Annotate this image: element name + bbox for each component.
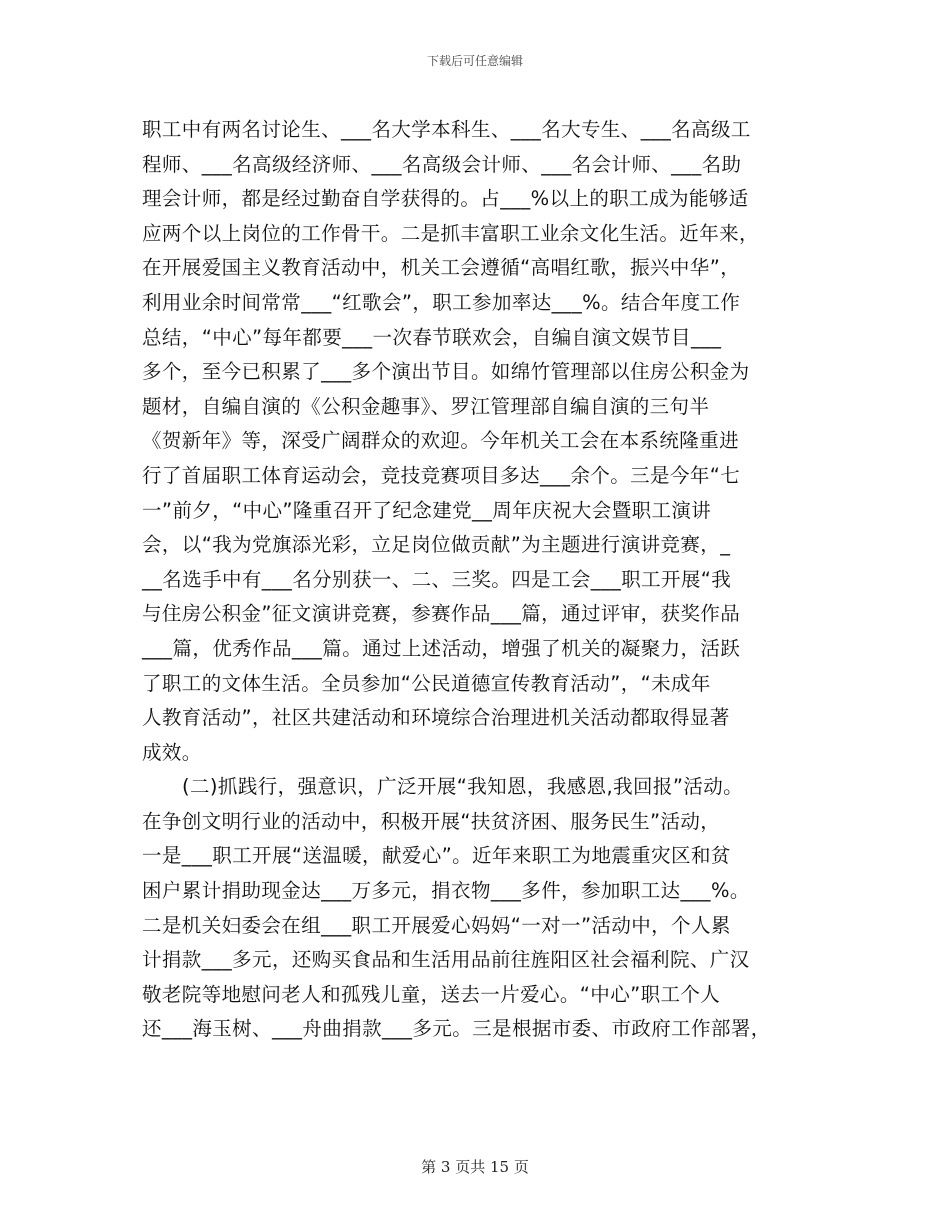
text-line: 困户累计捐助现金达___万多元，捐衣物___多件，参加职工达___%。 [142, 879, 750, 903]
paragraph-1 [142, 113, 817, 770]
text-line: 敬老院等地慰问老人和孤残儿童，送去一片爱心。“中心”职工个人 [142, 982, 721, 1006]
text-line: 与住房公积金”征文演讲竞赛，参赛作品___篇，通过评审，获奖作品 [142, 602, 741, 626]
page-header: 下载后可任意编辑 [426, 54, 523, 68]
paragraph-2 [142, 770, 817, 1047]
text-line: 利用业余时间常常___“红歌会”，职工参加率达___%。结合年度工作 [142, 290, 741, 314]
text-line: __名选手中有___名分别获一、二、三奖。四是工会___职工开展“我 [142, 567, 732, 591]
text-line: 多个，至今已积累了___多个演出节目。如绵竹管理部以住房公积金为 [142, 360, 750, 384]
text-line: (二)抓践行，强意识，广泛开展“我知恩，我感恩,我回报”活动。 [182, 775, 744, 799]
text-line: 职工中有两名讨论生、___名大学本科生、___名大专生、___名高级工 [142, 118, 751, 141]
text-line: ___篇，优秀作品___篇。通过上述活动，增强了机关的凝聚力，活跃 [142, 636, 741, 660]
text-line: 了职工的文体生活。全员参加“公民道德宣传教育活动”，“未成年 [142, 671, 711, 695]
text-line: 还___海玉树、___舟曲捐款___多元。三是根据市委、市政府工作部署， [142, 1017, 771, 1041]
text-line: 《贺新年》等，深受广阔群众的欢迎。今年机关工会在本系统隆重进 [142, 429, 740, 453]
text-line: 题材，自编自演的《公积金趣事》、罗江管理部自编自演的三句半 [142, 394, 710, 418]
text-line: 程师、___名高级经济师、___名高级会计师、___名会计师、___名助 [142, 152, 742, 176]
text-line: 成效。 [142, 740, 202, 764]
text-line: 在争创文明行业的活动中，积极开展“扶贫济困、服务民生”活动， [142, 809, 721, 833]
text-line: 二是机关妇委会在组___职工开展爱心妈妈“一对一”活动中，个人累 [142, 913, 731, 937]
text-line: 在开展爱国主义教育活动中，机关工会遵循“高唱红歌，振兴中华”， [142, 256, 741, 280]
text-line: 总结，“中心”每年都要___一次春节联欢会，自编自演文娱节目___ [142, 325, 722, 349]
text-line: 应两个以上岗位的工作骨干。二是抓丰富职工业余文化生活。近年来， [142, 221, 759, 245]
text-line: 会，以“我为党旗添光彩，立足岗位做贡献”为主题进行演讲竞赛，_ [142, 533, 731, 557]
text-line: 一是___职工开展“送温暖，献爱心”。近年来职工为地震重灾区和贫 [142, 844, 731, 868]
text-line: 计捐款___多元，还购买食品和生活用品前往旌阳区社会福利院、广汉 [142, 948, 750, 972]
text-line: 行了首届职工体育运动会，竞技竞赛项目多达___余个。三是今年“七 [142, 463, 741, 487]
page-footer: 第 3 页共 15 页 [421, 1158, 529, 1176]
text-line: 一”前夕，“中心”隆重召开了纪念建党__周年庆祝大会暨职工演讲 [142, 498, 712, 522]
document-body [142, 113, 817, 1047]
text-line: 人教育活动”，社区共建活动和环境综合治理进机关活动都取得显著 [142, 706, 730, 730]
text-line: 理会计师，都是经过勤奋自学获得的。占___%以上的职工成为能够适 [142, 187, 749, 211]
